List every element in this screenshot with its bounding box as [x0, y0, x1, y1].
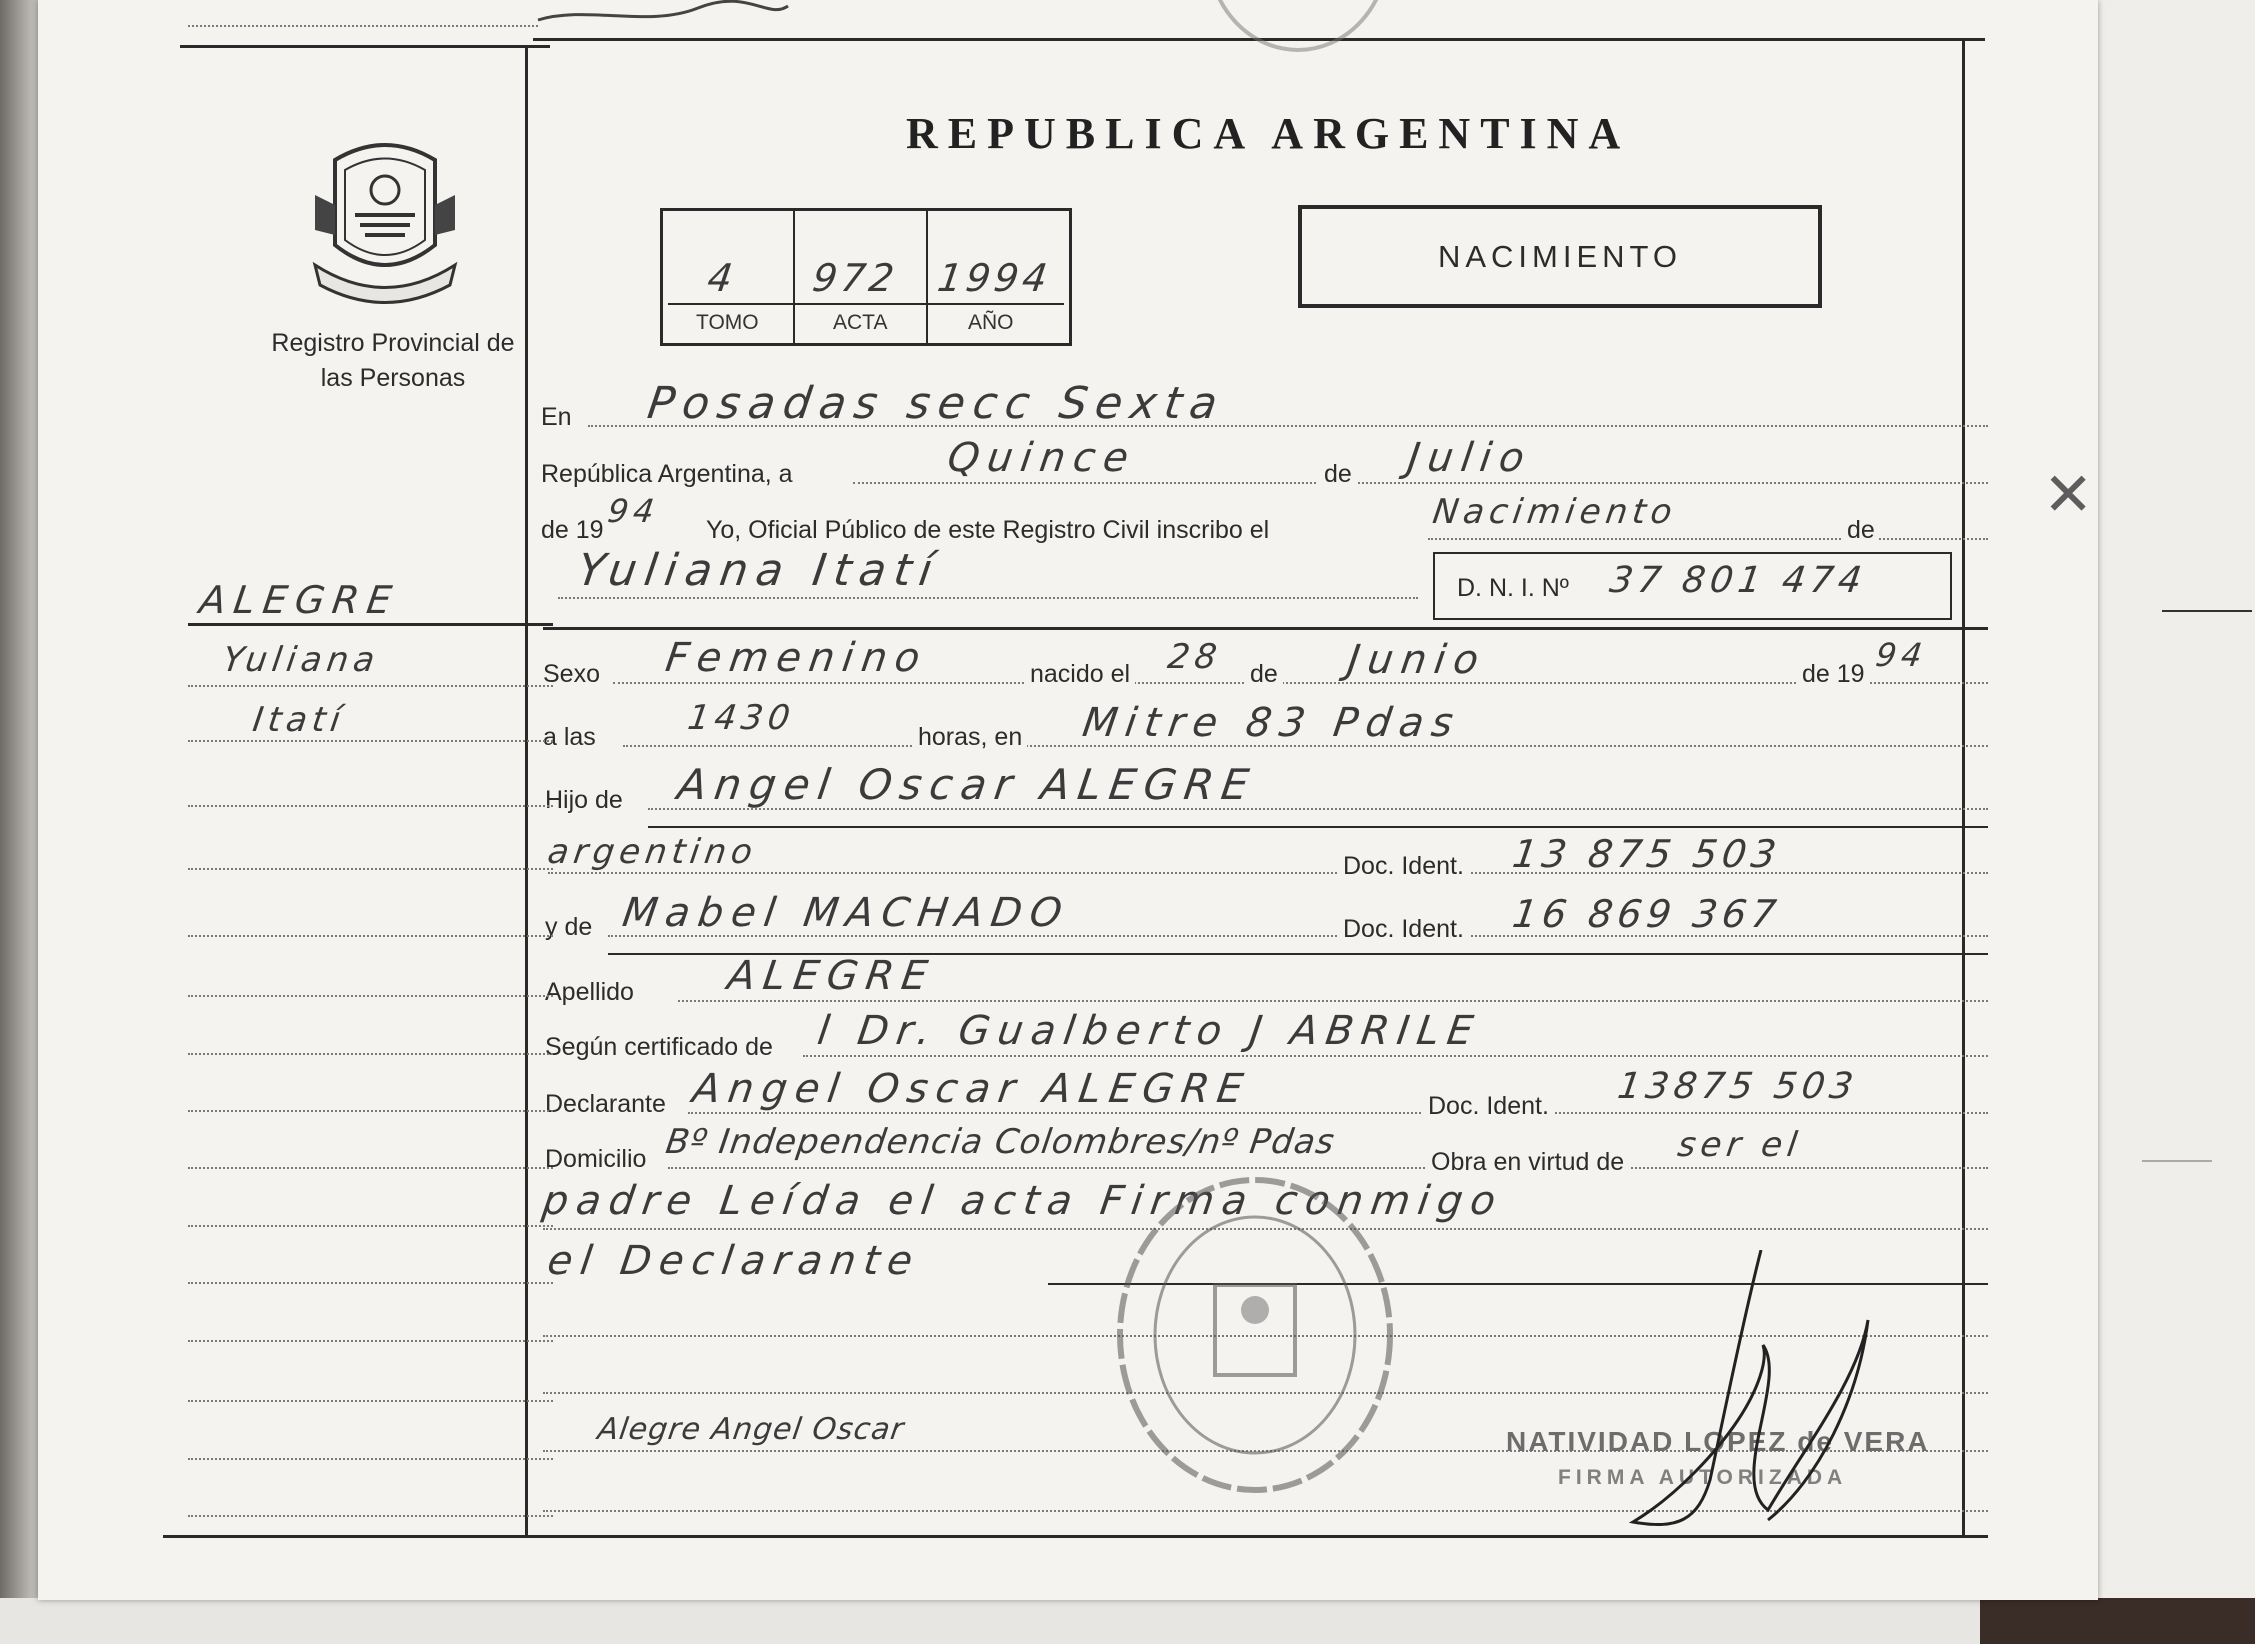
staple-mark: ✕ [2043, 460, 2094, 530]
adjacent-page-mark [2142, 1160, 2212, 1162]
dotted-line [803, 1055, 1988, 1057]
country-title: REPUBLICA ARGENTINA [906, 109, 1631, 158]
dotted-line [188, 1110, 553, 1112]
dotted-line [188, 25, 538, 27]
top-signature-remnant [528, 0, 808, 30]
dotted-line [853, 482, 1988, 484]
birth-year-suffix: 94 [1873, 636, 1930, 674]
surname-value: ALEGRE [724, 953, 939, 999]
ano-label: AÑO [968, 311, 1014, 334]
tomo-value: 4 [704, 256, 744, 300]
year-prefix-label: de 19 [541, 516, 604, 544]
dotted-line [188, 1458, 553, 1460]
dotted-line [188, 868, 553, 870]
dotted-line [188, 995, 553, 997]
registry-number-box [660, 208, 1072, 346]
doc-ident-label: Doc. Ident. [1338, 852, 1469, 881]
de-label-2: de [1843, 516, 1879, 545]
place-value: Posadas secc Sexta [644, 378, 1229, 429]
obra-reason: ser el [1675, 1125, 1805, 1165]
dni-label: D. N. I. Nº [1457, 574, 1569, 602]
margin-surname: ALEGRE [196, 578, 403, 622]
dotted-line [688, 1112, 1988, 1114]
father-nationality: argentino [545, 832, 760, 872]
nacido-label: nacido el [1025, 660, 1135, 689]
doc-ident-label: Doc. Ident. [1423, 1092, 1554, 1121]
de-label-3: de [1245, 660, 1283, 689]
y-de-label: y de [545, 913, 593, 941]
dotted-line [558, 597, 1418, 599]
year-suffix: 94 [605, 492, 662, 530]
doc-ident-label: Doc. Ident. [1338, 915, 1469, 944]
sexo-label: Sexo [543, 660, 600, 688]
dotted-line [613, 682, 1988, 684]
continuation-line-1: padre Leída el acta Firma conmigo [539, 1178, 1507, 1224]
obra-label: Obra en virtud de [1426, 1148, 1629, 1177]
official-stamp [1110, 1170, 1400, 1500]
dni-value: 37 801 474 [1607, 560, 1870, 601]
a-las-label: a las [543, 723, 596, 751]
acta-label: ACTA [833, 311, 888, 334]
apellido-label: Apellido [545, 978, 634, 1006]
certificate-page [38, 0, 2098, 1600]
tomo-label: TOMO [696, 311, 759, 334]
intro-text: Yo, Oficial Público de este Registro Civil inscribo el [706, 516, 1270, 544]
section-rule [543, 627, 1988, 630]
address: Bº Independencia Colombres/nº Pdas [663, 1122, 1338, 1162]
day-written: Quince [944, 435, 1140, 481]
dotted-line [188, 1515, 553, 1517]
dotted-line [188, 1282, 553, 1284]
dotted-line [188, 935, 553, 937]
dotted-line [188, 1167, 553, 1169]
dotted-line [188, 1053, 553, 1055]
declarant-signature: Alegre Angel Oscar [595, 1412, 907, 1447]
top-rule-left [180, 45, 550, 48]
official-signature [1518, 1250, 1908, 1550]
frame-right-border [1962, 38, 1965, 1535]
en-label: En [541, 403, 572, 431]
dotted-line [1428, 538, 1988, 540]
certifier: l Dr. Gualberto J ABRILE [814, 1008, 1484, 1054]
birth-time: 1430 [685, 698, 798, 738]
margin-rule [188, 623, 553, 626]
mother-name: Mabel MACHADO [619, 890, 1073, 936]
child-name: Yuliana Itatí [574, 545, 944, 596]
dotted-line [188, 740, 553, 742]
dotted-line [678, 1000, 1988, 1002]
ano-value: 1994 [934, 256, 1054, 300]
event-word: Nacimiento [1430, 492, 1680, 532]
top-stamp-remnant [1198, 0, 1398, 60]
father-name: Angel Oscar ALEGRE [674, 760, 1260, 809]
republica-label: República Argentina, a [541, 460, 793, 488]
de-label: de [1318, 460, 1358, 489]
dotted-line [188, 1340, 553, 1342]
margin-given-name-2: Itatí [250, 700, 348, 740]
birth-day: 28 [1165, 637, 1225, 677]
horas-label: horas, en [913, 723, 1027, 752]
frame-left-border [525, 45, 528, 1535]
mother-doc: 16 869 367 [1509, 892, 1784, 936]
line [648, 826, 1988, 828]
month-written: Julio [1404, 435, 1536, 481]
dotted-line [188, 805, 553, 807]
domicilio-label: Domicilio [545, 1145, 647, 1173]
background-corner [1980, 1598, 2255, 1644]
dotted-line [668, 1167, 1988, 1169]
registry-label: Registro Provincial de las Personas [271, 329, 515, 392]
official-name: NATIVIDAD LOPEZ de VERA [1506, 1426, 1930, 1457]
act-type-box [1298, 205, 1822, 308]
acta-value: 972 [809, 256, 901, 300]
act-type: NACIMIENTO [1437, 239, 1683, 274]
official-role: FIRMA AUTORIZADA [1558, 1466, 1848, 1489]
dni-box [1433, 552, 1952, 620]
misiones-seal-logo [310, 135, 460, 305]
declarante-label: Declarante [545, 1090, 666, 1118]
dotted-line [188, 1400, 553, 1402]
margin-given-name-1: Yuliana [220, 640, 383, 680]
certificado-label: Según certificado de [545, 1033, 773, 1061]
father-doc: 13 875 503 [1509, 832, 1784, 876]
continuation-line-2: el Declarante [544, 1238, 924, 1284]
dotted-line [188, 1225, 553, 1227]
declarant-name: Angel Oscar ALEGRE [689, 1066, 1254, 1112]
sex-value: Femenino [662, 635, 931, 681]
birth-year-label: de 19 [1798, 660, 1869, 689]
page-edge [0, 1598, 2255, 1644]
dotted-line [188, 685, 553, 687]
adjacent-page-mark [2162, 610, 2252, 612]
declarant-doc: 13875 503 [1615, 1066, 1861, 1107]
birth-month: Junio [1344, 637, 1490, 683]
birth-place: Mitre 83 Pdas [1079, 700, 1464, 746]
hijo-label: Hijo de [545, 786, 623, 814]
